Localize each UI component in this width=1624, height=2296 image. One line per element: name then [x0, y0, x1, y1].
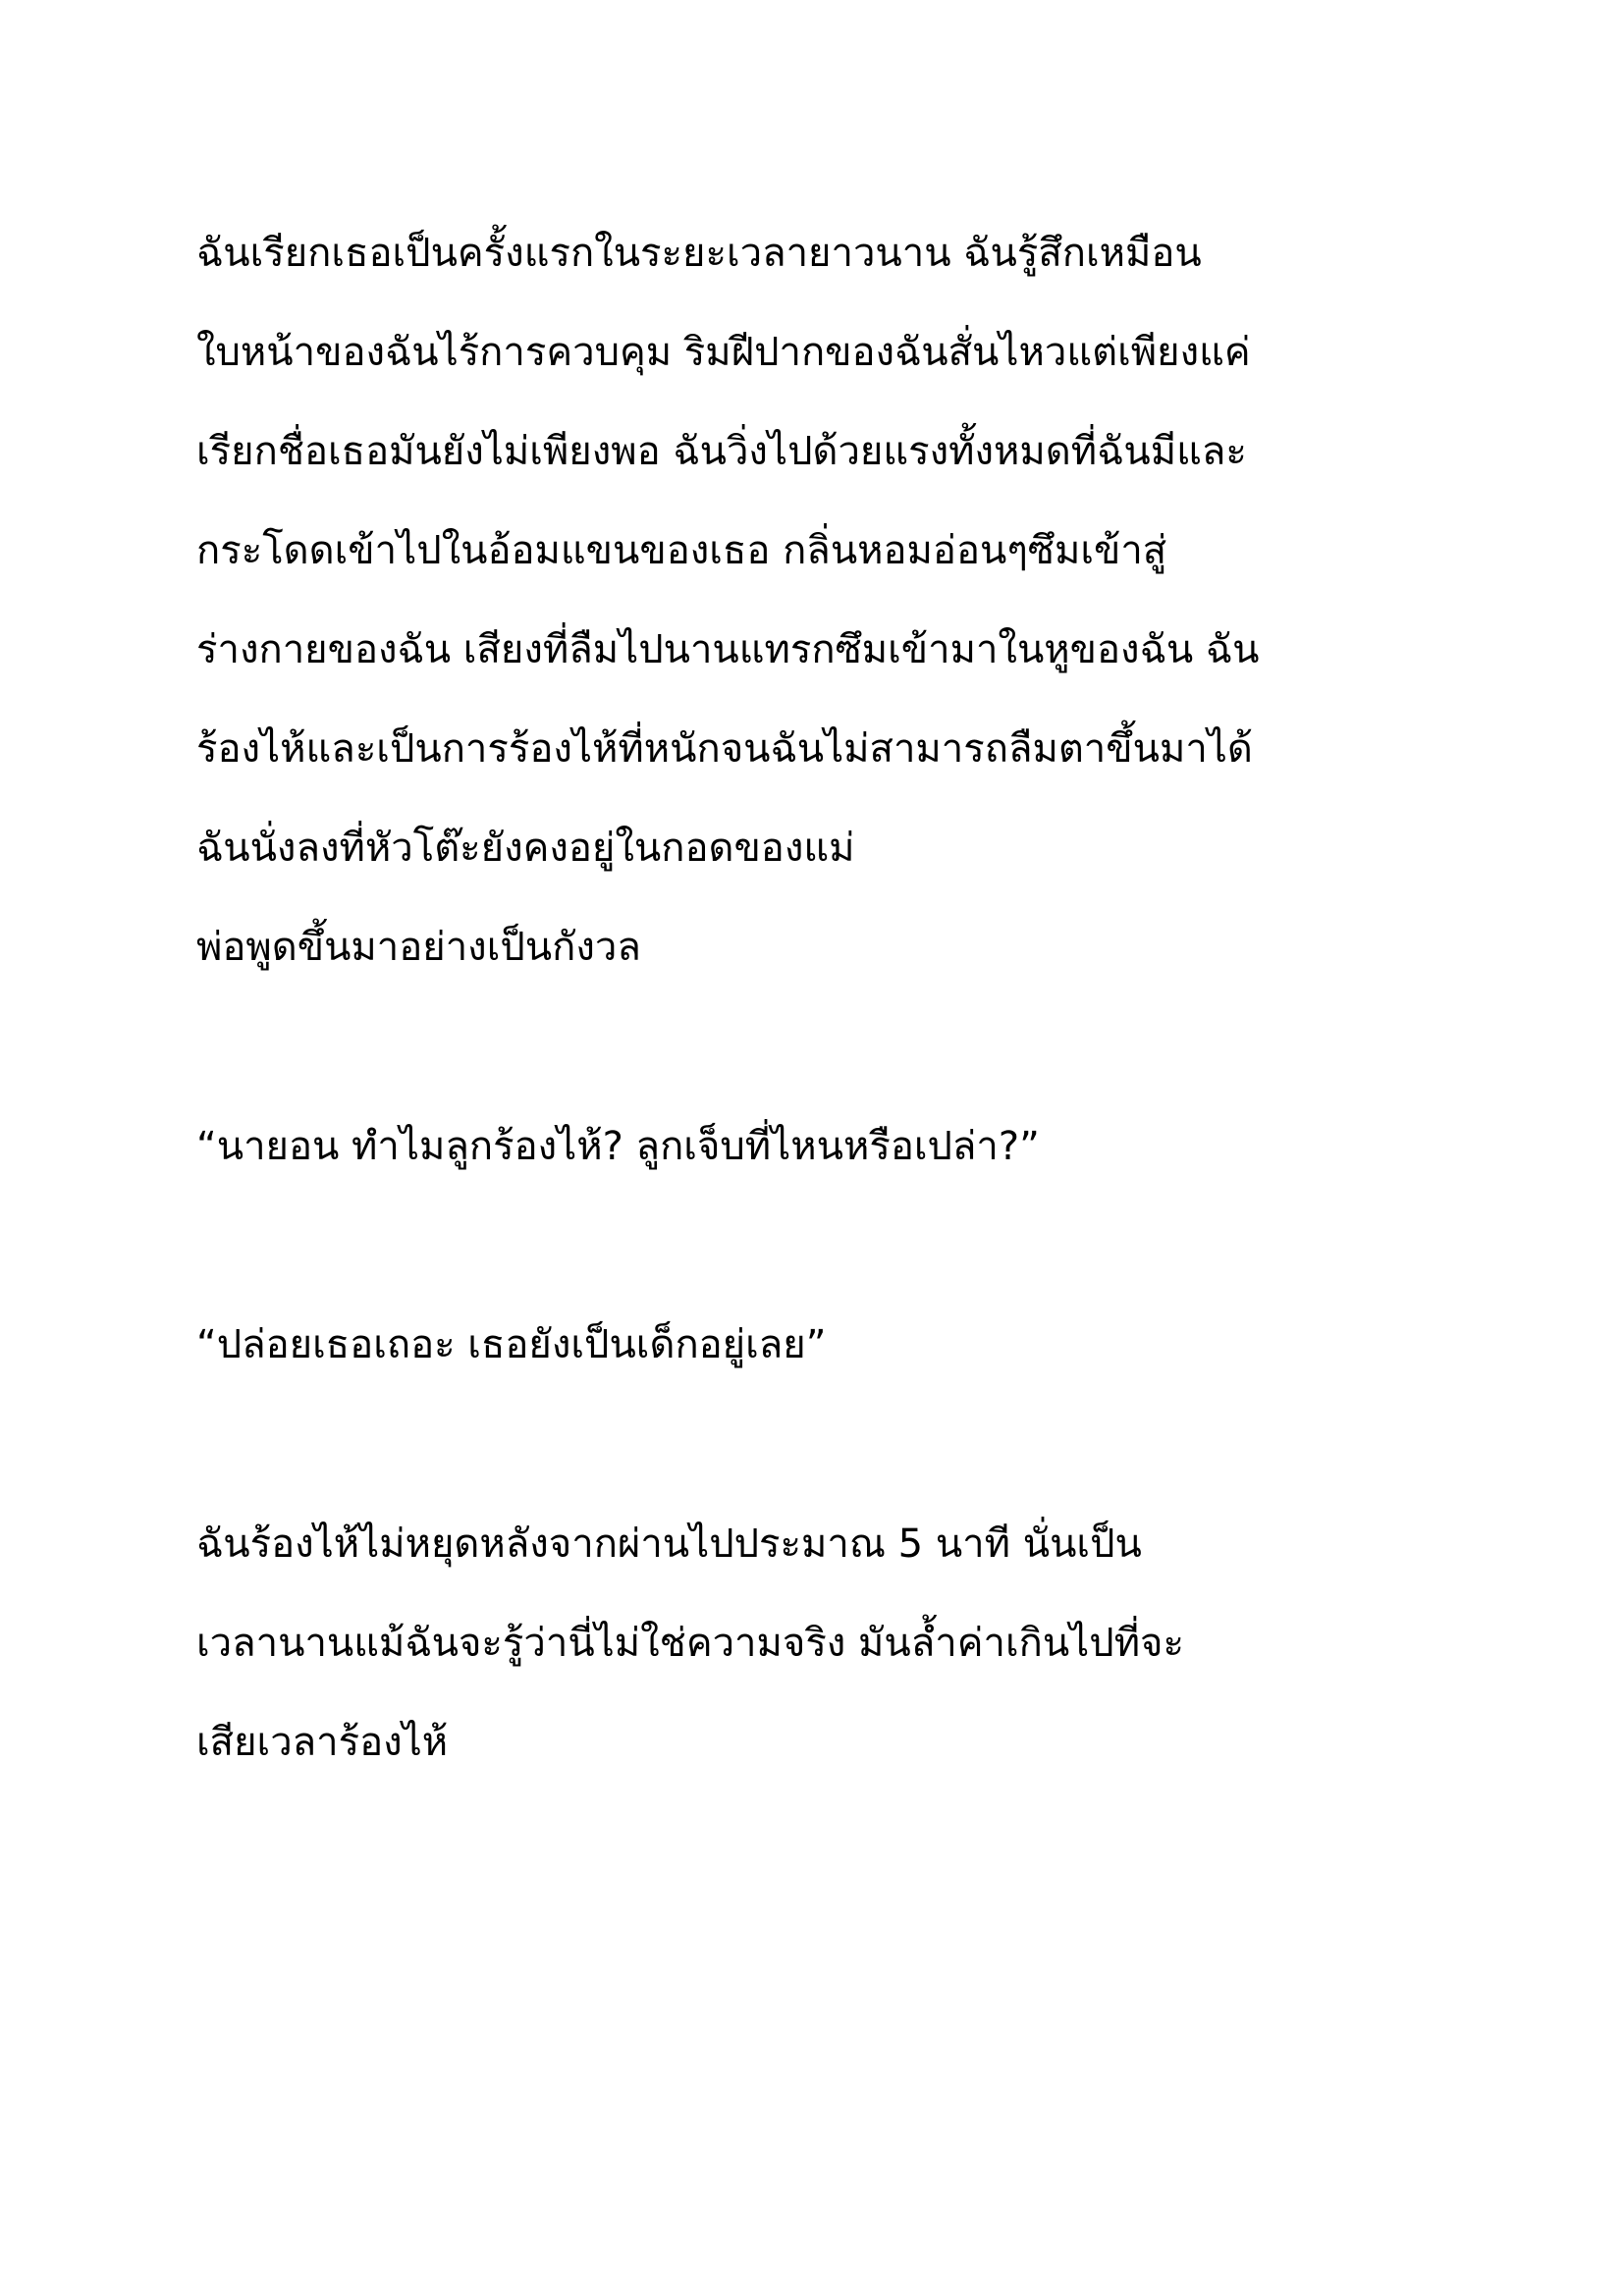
text-line: เรียกชื่อเธอมันยังไม่เพียงพอ ฉันวิ่งไปด้วยแรงทั้งหมดที่ฉันมีและ — [196, 429, 1247, 474]
text-line: ร่างกายของฉัน เสียงที่ลืมไปนานแทรกซึมเข้ามาในหูของฉัน ฉัน — [196, 627, 1260, 672]
dialogue-line: “ปล่อยเธอเถอะ เธอยังเป็นเด็กอยู่เลย” — [196, 1322, 827, 1367]
text-line: ฉันเรียกเธอเป็นครั้งแรกในระยะเวลายาวนาน ฉันรู้สึกเหมือน — [196, 231, 1202, 276]
text-line: เวลานานแม้ฉันจะรู้ว่านี่ไม่ใช่ความจริง มันล้ำค่าเกินไปที่จะ — [196, 1621, 1184, 1666]
text-line: ร้องไห้และเป็นการร้องไห้ที่หนักจนฉันไม่สามารถลืมตาขึ้นมาได้ — [196, 726, 1253, 772]
dialogue-line: “นายอน ทำไมลูกร้องไห้? ลูกเจ็บที่ไหนหรือเปล่า?” — [196, 1124, 1040, 1169]
text-line: กระโดดเข้าไปในอ้อมแขนของเธอ กลิ่นหอมอ่อนๆซึมเข้าสู่ — [196, 528, 1167, 573]
text-line: พ่อพูดขึ้นมาอย่างเป็นกังวล — [196, 925, 641, 970]
text-line: ฉันนั่งลงที่หัวโต๊ะยังคงอยู่ในกอดของแม่ — [196, 826, 855, 871]
text-line: เสียเวลาร้องไห้ — [196, 1720, 449, 1765]
text-line: ใบหน้าของฉันไร้การควบคุม ริมฝีปากของฉันสั่นไหวแต่เพียงแค่ — [196, 330, 1251, 375]
text-line: ฉันร้องไห้ไม่หยุดหลังจากผ่านไปประมาณ 5 นาที นั่นเป็น — [196, 1522, 1142, 1567]
